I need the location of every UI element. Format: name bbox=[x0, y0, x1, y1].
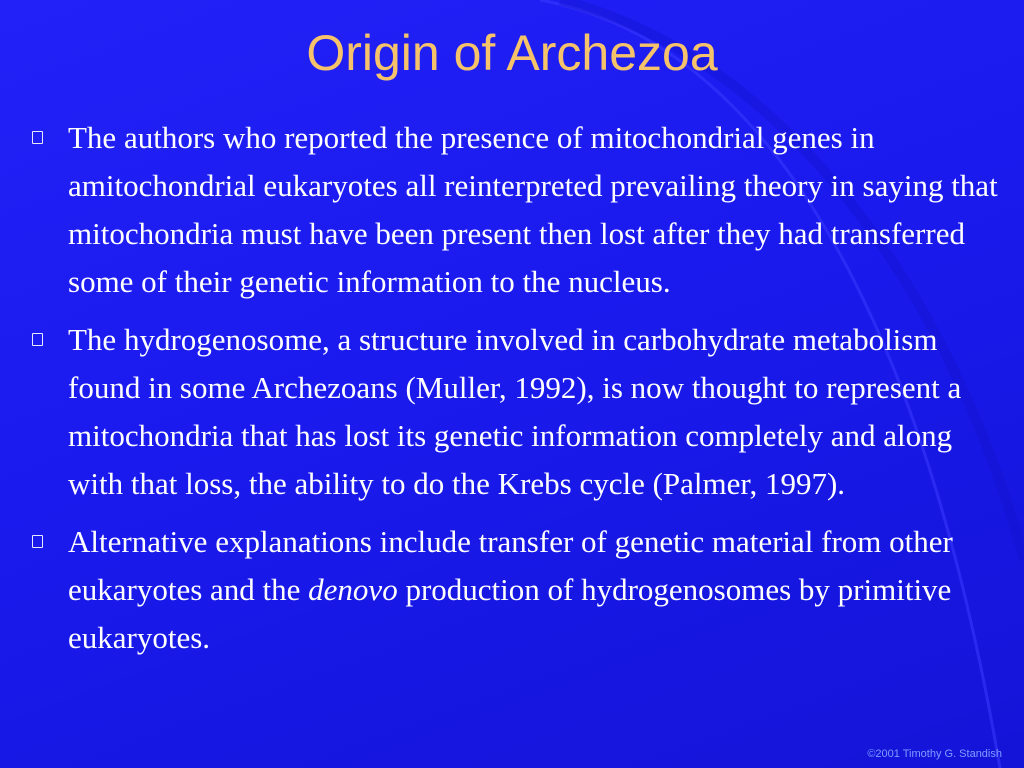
bullet-item bbox=[32, 518, 1007, 662]
square-bullet-icon bbox=[32, 114, 43, 162]
square-bullet-icon bbox=[32, 518, 43, 566]
slide-title: Origin of Archezoa bbox=[306, 25, 718, 81]
bullet-item bbox=[32, 114, 1007, 306]
bullet-list bbox=[32, 114, 1007, 672]
bullet-text: The hydrogenosome, a structure involved in carbohydrate metabolism found in some Archezoans (Muller, 1992), is now thought to represent a mitochondria that has lost its genetic information completely and along with that loss, the ability to do the Krebs cycle (Palmer, 1997). bbox=[68, 322, 962, 501]
bullet-text-italic: denovo bbox=[308, 572, 398, 607]
square-bullet-icon bbox=[32, 316, 43, 364]
bullet-text-before: Alternative explanations include transfer of genetic material from other eukaryotes and the bbox=[68, 524, 953, 607]
bullet-text-after: production of hydrogenosomes by primitive eukaryotes. bbox=[68, 572, 952, 655]
bullet-text: The authors who reported the presence of mitochondrial genes in amitochondrial eukaryotes all reinterpreted prevailing theory in saying that mitochondria must have been present then lost after they had transferred some of their genetic information to the nucleus. bbox=[68, 120, 998, 299]
bullet-item bbox=[32, 316, 1007, 508]
copyright-footer: ©2001 Timothy G. Standish bbox=[867, 748, 1002, 760]
